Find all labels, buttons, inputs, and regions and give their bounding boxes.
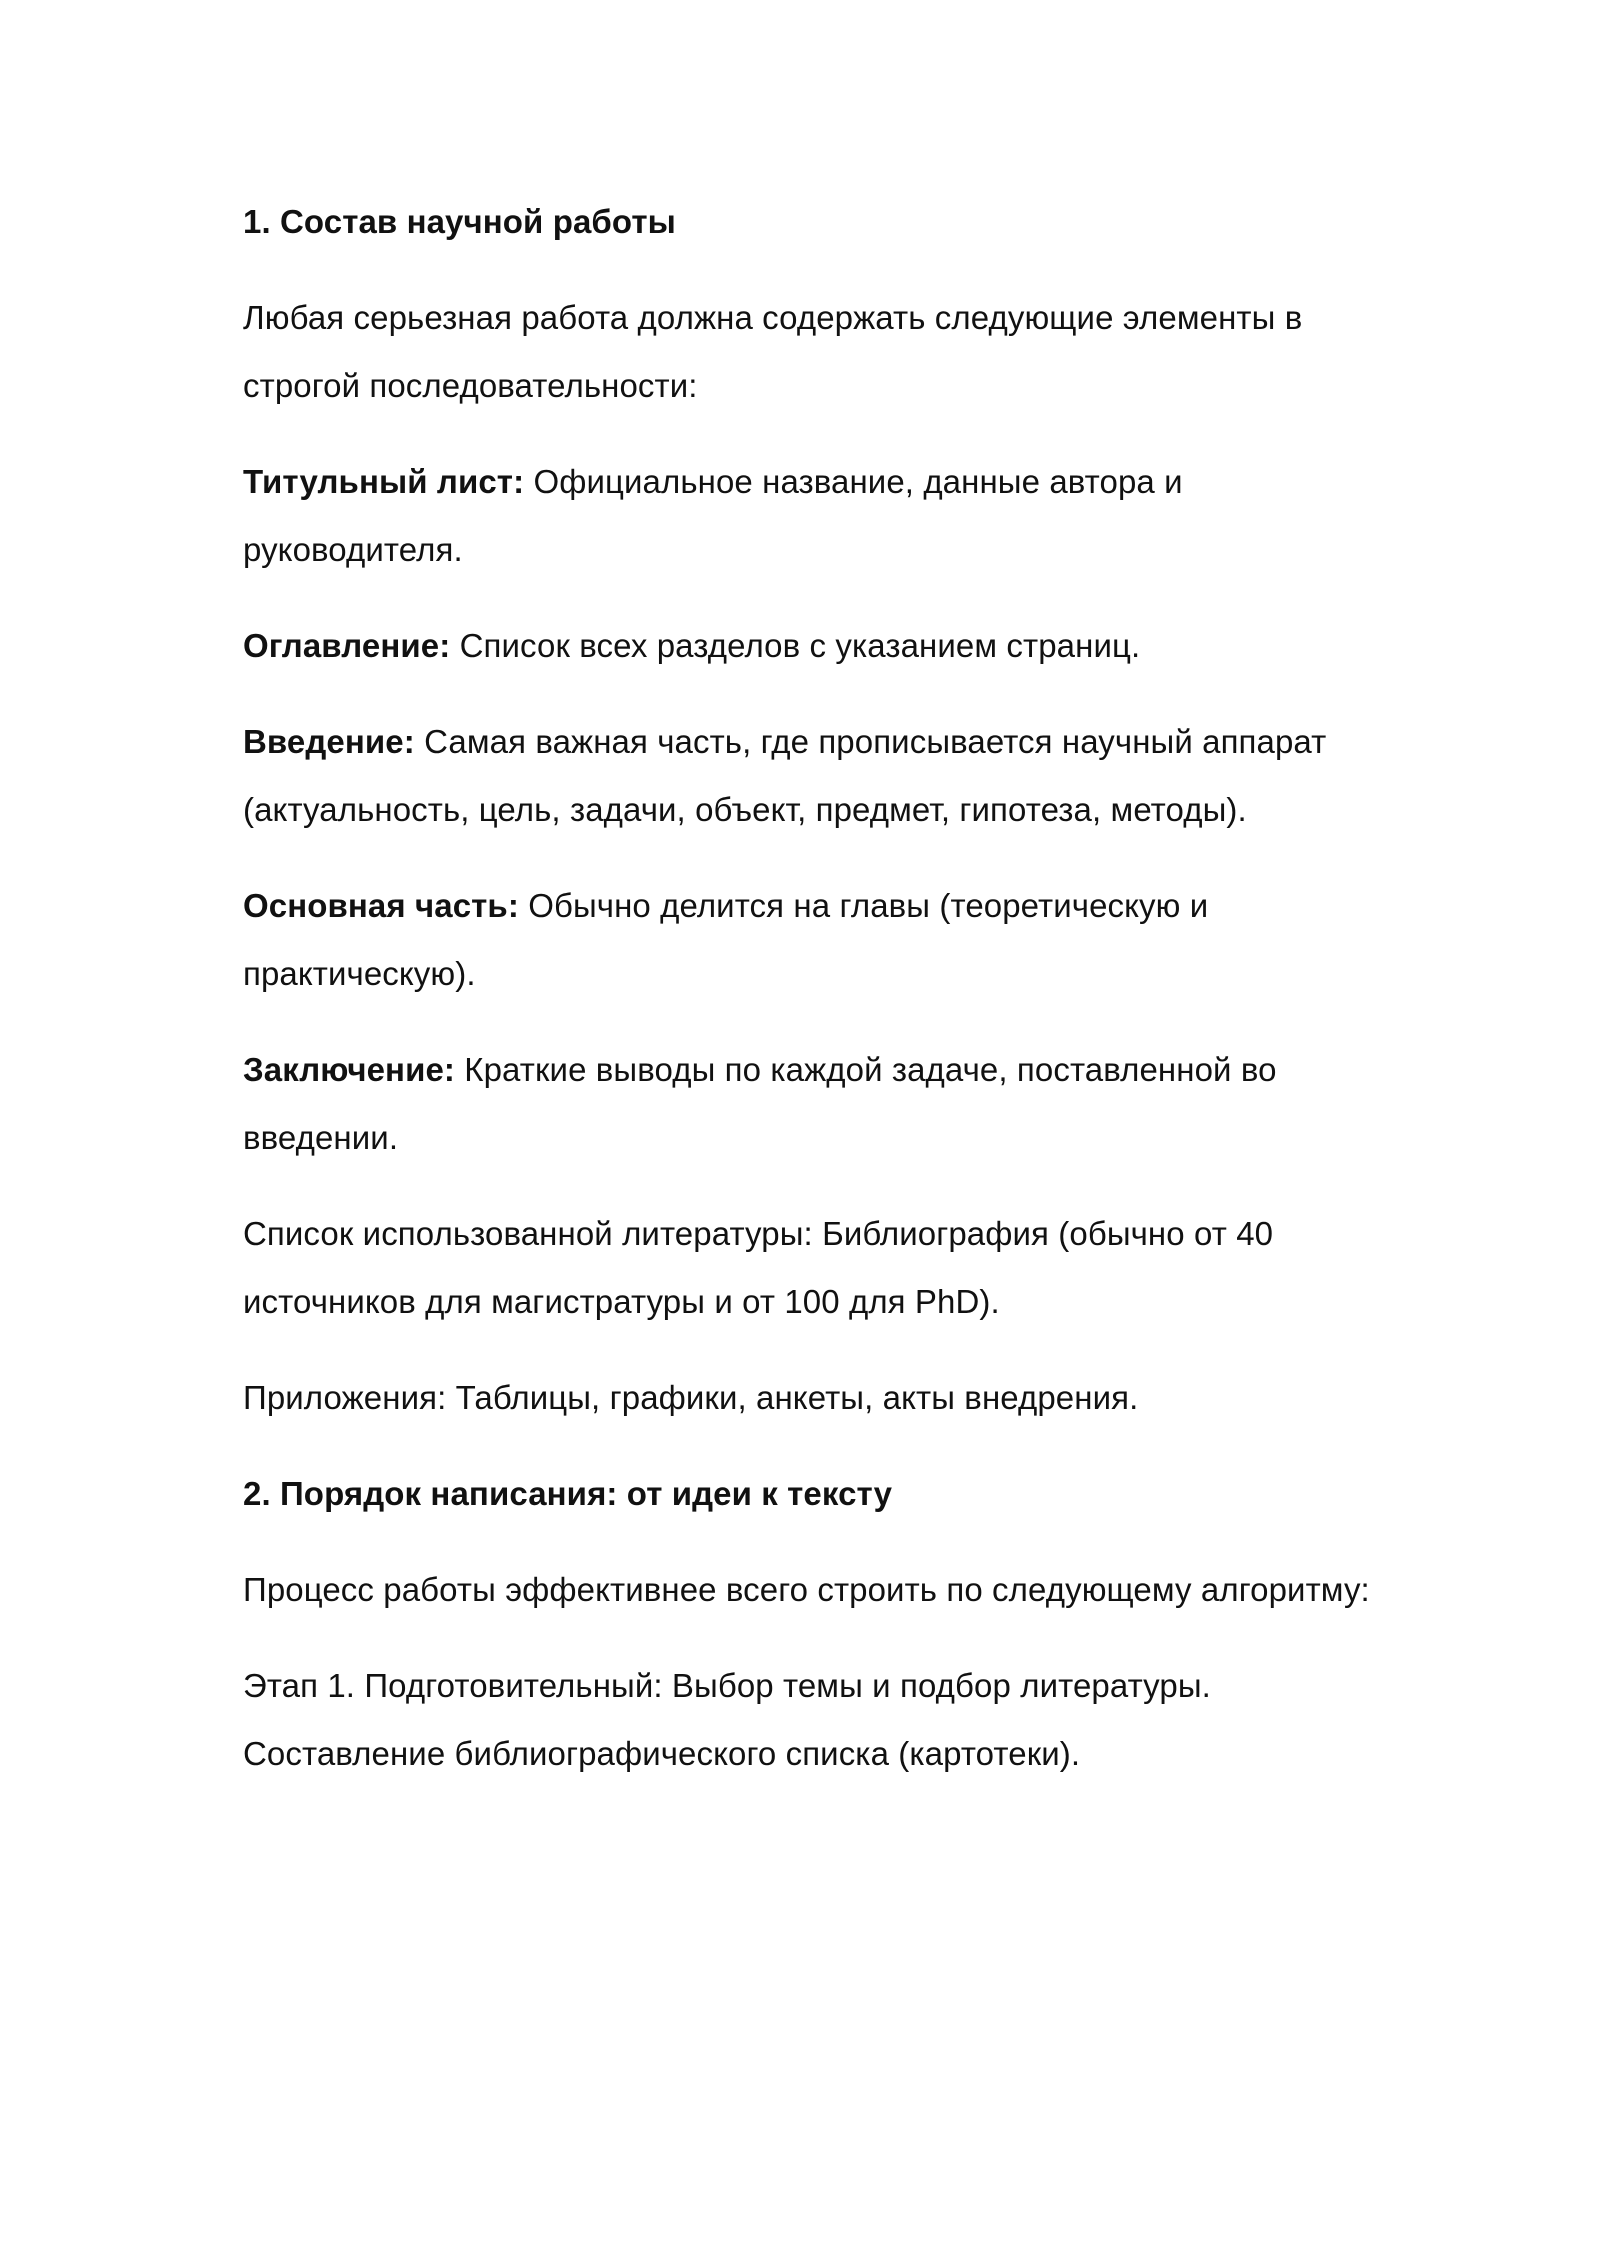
item-term: Введение: bbox=[243, 723, 415, 760]
section-2-intro: Процесс работы эффективнее всего строить по следующему алгоритму: bbox=[243, 1571, 1370, 1608]
item-text: Краткие выводы по каждой задаче, поставленной во введении. bbox=[243, 1051, 1277, 1156]
item-term: Титульный лист: bbox=[243, 463, 525, 500]
item-term: Заключение: bbox=[243, 1051, 456, 1088]
item-term: Оглавление: bbox=[243, 627, 451, 664]
item-main-part bbox=[243, 872, 1383, 1008]
document-body bbox=[243, 188, 1383, 1816]
item-introduction bbox=[243, 708, 1383, 844]
section-2-heading: 2. Порядок написания: от идеи к тексту bbox=[243, 1475, 893, 1512]
item-term: Основная часть: bbox=[243, 887, 519, 924]
section-1-heading: 1. Состав научной работы bbox=[243, 203, 676, 240]
item-text: Обычно делится на главы (теоретическую и практическую). bbox=[243, 887, 1209, 992]
item-title-page bbox=[243, 448, 1383, 584]
item-conclusion bbox=[243, 1036, 1383, 1172]
item-text: Список всех разделов с указанием страниц. bbox=[450, 627, 1141, 664]
item-bibliography: Список использованной литературы: Библиография (обычно от 40 источников для магистратуры и от 100 для PhD). bbox=[243, 1215, 1274, 1320]
item-appendices: Приложения: Таблицы, графики, анкеты, акты внедрения. bbox=[243, 1379, 1139, 1416]
section-1-intro: Любая серьезная работа должна содержать следующие элементы в строгой последовательности: bbox=[243, 299, 1303, 404]
item-text: Официальное название, данные автора и руководителя. bbox=[243, 463, 1183, 568]
item-text: Самая важная часть, где прописывается научный аппарат (актуальность, цель, задачи, объект, предмет, гипотеза, методы). bbox=[243, 723, 1327, 828]
item-contents bbox=[243, 612, 1383, 680]
stage-1: Этап 1. Подготовительный: Выбор темы и подбор литературы. Составление библиографического списка (картотеки). bbox=[243, 1667, 1211, 1772]
